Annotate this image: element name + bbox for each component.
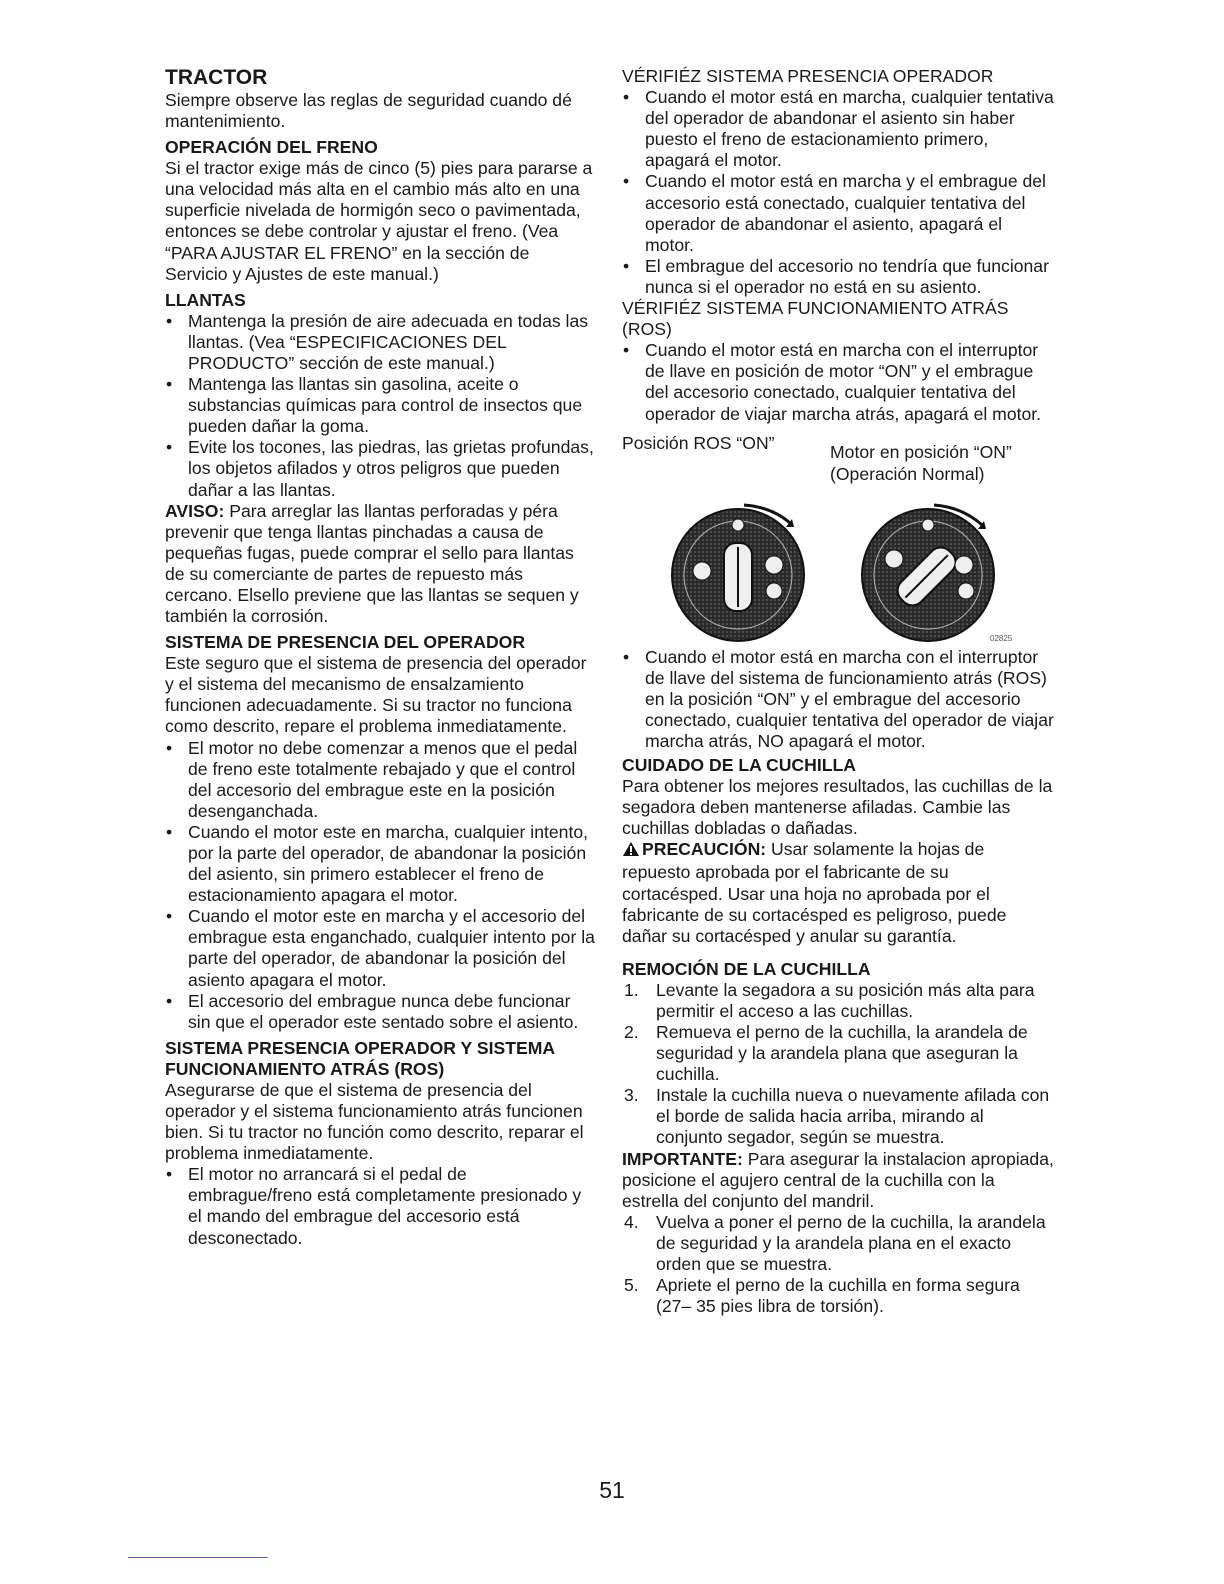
heading-sistema-presencia: SISTEMA DE PRESENCIA DEL OPERADOR: [165, 632, 526, 653]
step-text: Remueva el perno de la cuchilla, la arandela de seguridad y la arandela plana que aseguran la cuchilla.: [656, 1022, 1028, 1085]
freno-text: Si el tractor exige más de cinco (5) pies para pararse a una velocidad más alta en el cambio más alto en una superficie nivelada de hormigón seco o pavimentada, entonces se debe controlar y ajustar el freno. (Vea “PARA AJUSTAR EL FRENO” en la sección de Servicio y Ajustes de este manual.): [165, 158, 593, 284]
heading-verifiez-ros: VÉRIFIÉZ SISTEMA FUNCIONAMIENTO ATRÁS (ROS): [622, 298, 1009, 340]
importante-label: IMPORTANTE:: [622, 1148, 743, 1169]
list-item: • Evite los tocones, las piedras, las grietas profundas, los objetos afilados y otros peligros que pueden dañar a las llantas.: [165, 437, 595, 500]
list-item: • Cuando el motor este en marcha, cualquier intento, por la parte del operador, de abandonar la posición del asiento, sin primero establecer el freno de estacionamiento apagara el motor.: [165, 822, 595, 906]
verif1-list: [622, 87, 1054, 298]
heading-sistema-ros: SISTEMA PRESENCIA OPERADOR Y SISTEMA FUNCIONAMIENTO ATRÁS (ROS): [165, 1037, 555, 1079]
caption-motor-on: [830, 441, 1060, 485]
caption-motor-on-line1: Motor en posición “ON”: [830, 441, 1012, 462]
step-number: 1.: [624, 979, 639, 1000]
aviso-paragraph: [165, 501, 595, 628]
left-column: [165, 66, 595, 1249]
list-item: [622, 1275, 1054, 1317]
ignition-switch-figure: [622, 433, 1054, 647]
list-item: • Mantenga las llantas sin gasolina, aceite o substancias químicas para control de insectos que pueden dañar la goma.: [165, 374, 595, 437]
remocion-steps-a: [622, 980, 1054, 1149]
intro-text: Siempre observe las reglas de seguridad cuando dé mantenimiento.: [165, 90, 572, 132]
precaucion-text: Usar solamente la hojas de repuesto aprobada por el fabricante de su cortacésped. Usar una hoja no aprobada por el fabricante de su cortacésped es peligroso, puede dañar su cortacésped y anular su garantía.: [622, 839, 1007, 946]
warning-triangle-icon: [622, 841, 642, 862]
list-item: • Cuando el motor este en marcha y el accesorio del embrague esta enganchado, cualquier intento por la parte del operador, de abandonar la posición del asiento apagara el motor.: [165, 906, 595, 990]
heading-verifiez-presencia: VÉRIFIÉZ SISTEMA PRESENCIA OPERADOR: [622, 66, 994, 86]
step-text: Instale la cuchilla nueva o nuevamente afilada con el borde de salida hacia arriba, mirando al conjunto segador, según se muestra.: [656, 1085, 1050, 1148]
step-text: Apriete el perno de la cuchilla en forma segura (27– 35 pies libra de torsión).: [656, 1275, 1020, 1317]
verif2-list: [622, 340, 1054, 424]
presencia-text: Este seguro que el sistema de presencia del operador y el sistema del mecanismo de ensalzamiento funcionen adecuadamente. Si su tractor no funciona como descrito, repare el problema inmediatamente.: [165, 653, 587, 737]
aviso-label: AVISO:: [165, 500, 225, 521]
list-item: • El motor no debe comenzar a menos que el pedal de freno este totalmente rebajado y que el control del accesorio del embrague este en la posición desenganchada.: [165, 738, 595, 822]
list-item: • El accesorio del embrague nunca debe funcionar sin que el operador este sentado sobre el asiento.: [165, 991, 595, 1033]
step-text: Vuelva a poner el perno de la cuchilla, la arandela de seguridad y la arandela plana en el exacto orden que se muestra.: [656, 1211, 1046, 1275]
list-item: [622, 1212, 1054, 1275]
step-text: Levante la segadora a su posición más alta para permitir el acceso a las cuchillas.: [656, 979, 1035, 1021]
list-item: • El embrague del accesorio no tendría que funcionar nunca si el operador no está en su asiento.: [622, 256, 1054, 298]
key-switch-ros-icon: [672, 505, 804, 641]
ignition-switch-illustration: [662, 491, 1022, 647]
list-item: [622, 1022, 1054, 1085]
importante-paragraph: [622, 1149, 1054, 1212]
step-number: 4.: [624, 1211, 639, 1232]
list-item: [622, 980, 1054, 1022]
importante-text: Para asegurar la instalacion apropiada, posicione el agujero central de la cuchilla con la estrella del conjunto del mandril.: [622, 1148, 1054, 1211]
list-item: • Cuando el motor está en marcha, cualquier tentativa del operador de abandonar el asiento sin haber puesto el freno de estacionamiento primero, apagará el motor.: [622, 87, 1054, 171]
list-item: • Cuando el motor está en marcha con el interruptor de llave del sistema de funcionamiento atrás (ROS) en la posición “ON” y el embrague del accesorio conectado, cualquier tentativa del operador de viajar marcha atrás, NO apagará el motor.: [622, 647, 1054, 752]
list-item: [622, 1085, 1054, 1148]
remocion-steps-b: [622, 1212, 1054, 1317]
section-title-tractor: TRACTOR: [165, 66, 268, 89]
ros-on-list: [622, 647, 1054, 752]
footer-divider: [128, 1557, 268, 1558]
heading-llantas: LLANTAS: [165, 289, 246, 310]
ros-text: Asegurarse de que el sistema de presencia del operador y el sistema funcionamiento atrás funcionen bien. Si tu tractor no función como descrito, reparar el problema inmediatamente.: [165, 1079, 584, 1164]
precaucion-paragraph: [622, 839, 1054, 946]
ros-list: [165, 1164, 595, 1248]
cuidado-text: Para obtener los mejores resultados, las cuchillas de la segadora deben mantenerse afiladas. Cambie las cuchillas dobladas o dañadas.: [622, 776, 1053, 839]
caption-motor-on-line2: (Operación Normal): [830, 463, 985, 484]
caption-ros-on: Posición ROS “ON”: [622, 432, 775, 453]
precaucion-label: PRECAUCIÓN:: [642, 839, 767, 860]
aviso-text: Para arreglar las llantas perforadas y péra prevenir que tenga llantas pinchadas a causa de pequeñas fugas, puede comprar el sello para llantas de su comerciante de partes de repuesto más cercano. Elsello previene que las llantas se sequen y también la corrosión.: [165, 500, 579, 627]
presencia-list: [165, 738, 595, 1033]
heading-cuidado-cuchilla: CUIDADO DE LA CUCHILLA: [622, 755, 856, 776]
figure-code: 02825: [990, 633, 1013, 643]
list-item: • Cuando el motor está en marcha con el interruptor de llave en posición de motor “ON” y el embrague del accesorio conectado, cualquier tentativa del operador de viajar marcha atrás, apagará el motor.: [622, 340, 1054, 424]
list-item: • El motor no arrancará si el pedal de embrague/freno está completamente presionado y el mando del embrague del accesorio está desconectado.: [165, 1164, 595, 1248]
list-item: • Mantenga la presión de aire adecuada en todas las llantas. (Vea “ESPECIFICACIONES DEL PRODUCTO” sección de este manual.): [165, 311, 595, 374]
list-item: • Cuando el motor está en marcha y el embrague del accesorio está conectado, cualquier tentativa del operador de abandonar el asiento, apagará el motor.: [622, 171, 1054, 255]
heading-remocion-cuchilla: REMOCIÓN DE LA CUCHILLA: [622, 958, 871, 979]
step-number: 5.: [624, 1275, 639, 1296]
heading-operacion-freno: OPERACIÓN DEL FRENO: [165, 137, 378, 158]
right-column: [622, 66, 1054, 1317]
step-number: 3.: [624, 1085, 639, 1106]
llantas-list: [165, 311, 595, 501]
key-switch-motor-icon: [862, 505, 994, 641]
step-number: 2.: [624, 1022, 639, 1042]
page-number: 51: [599, 1477, 625, 1503]
